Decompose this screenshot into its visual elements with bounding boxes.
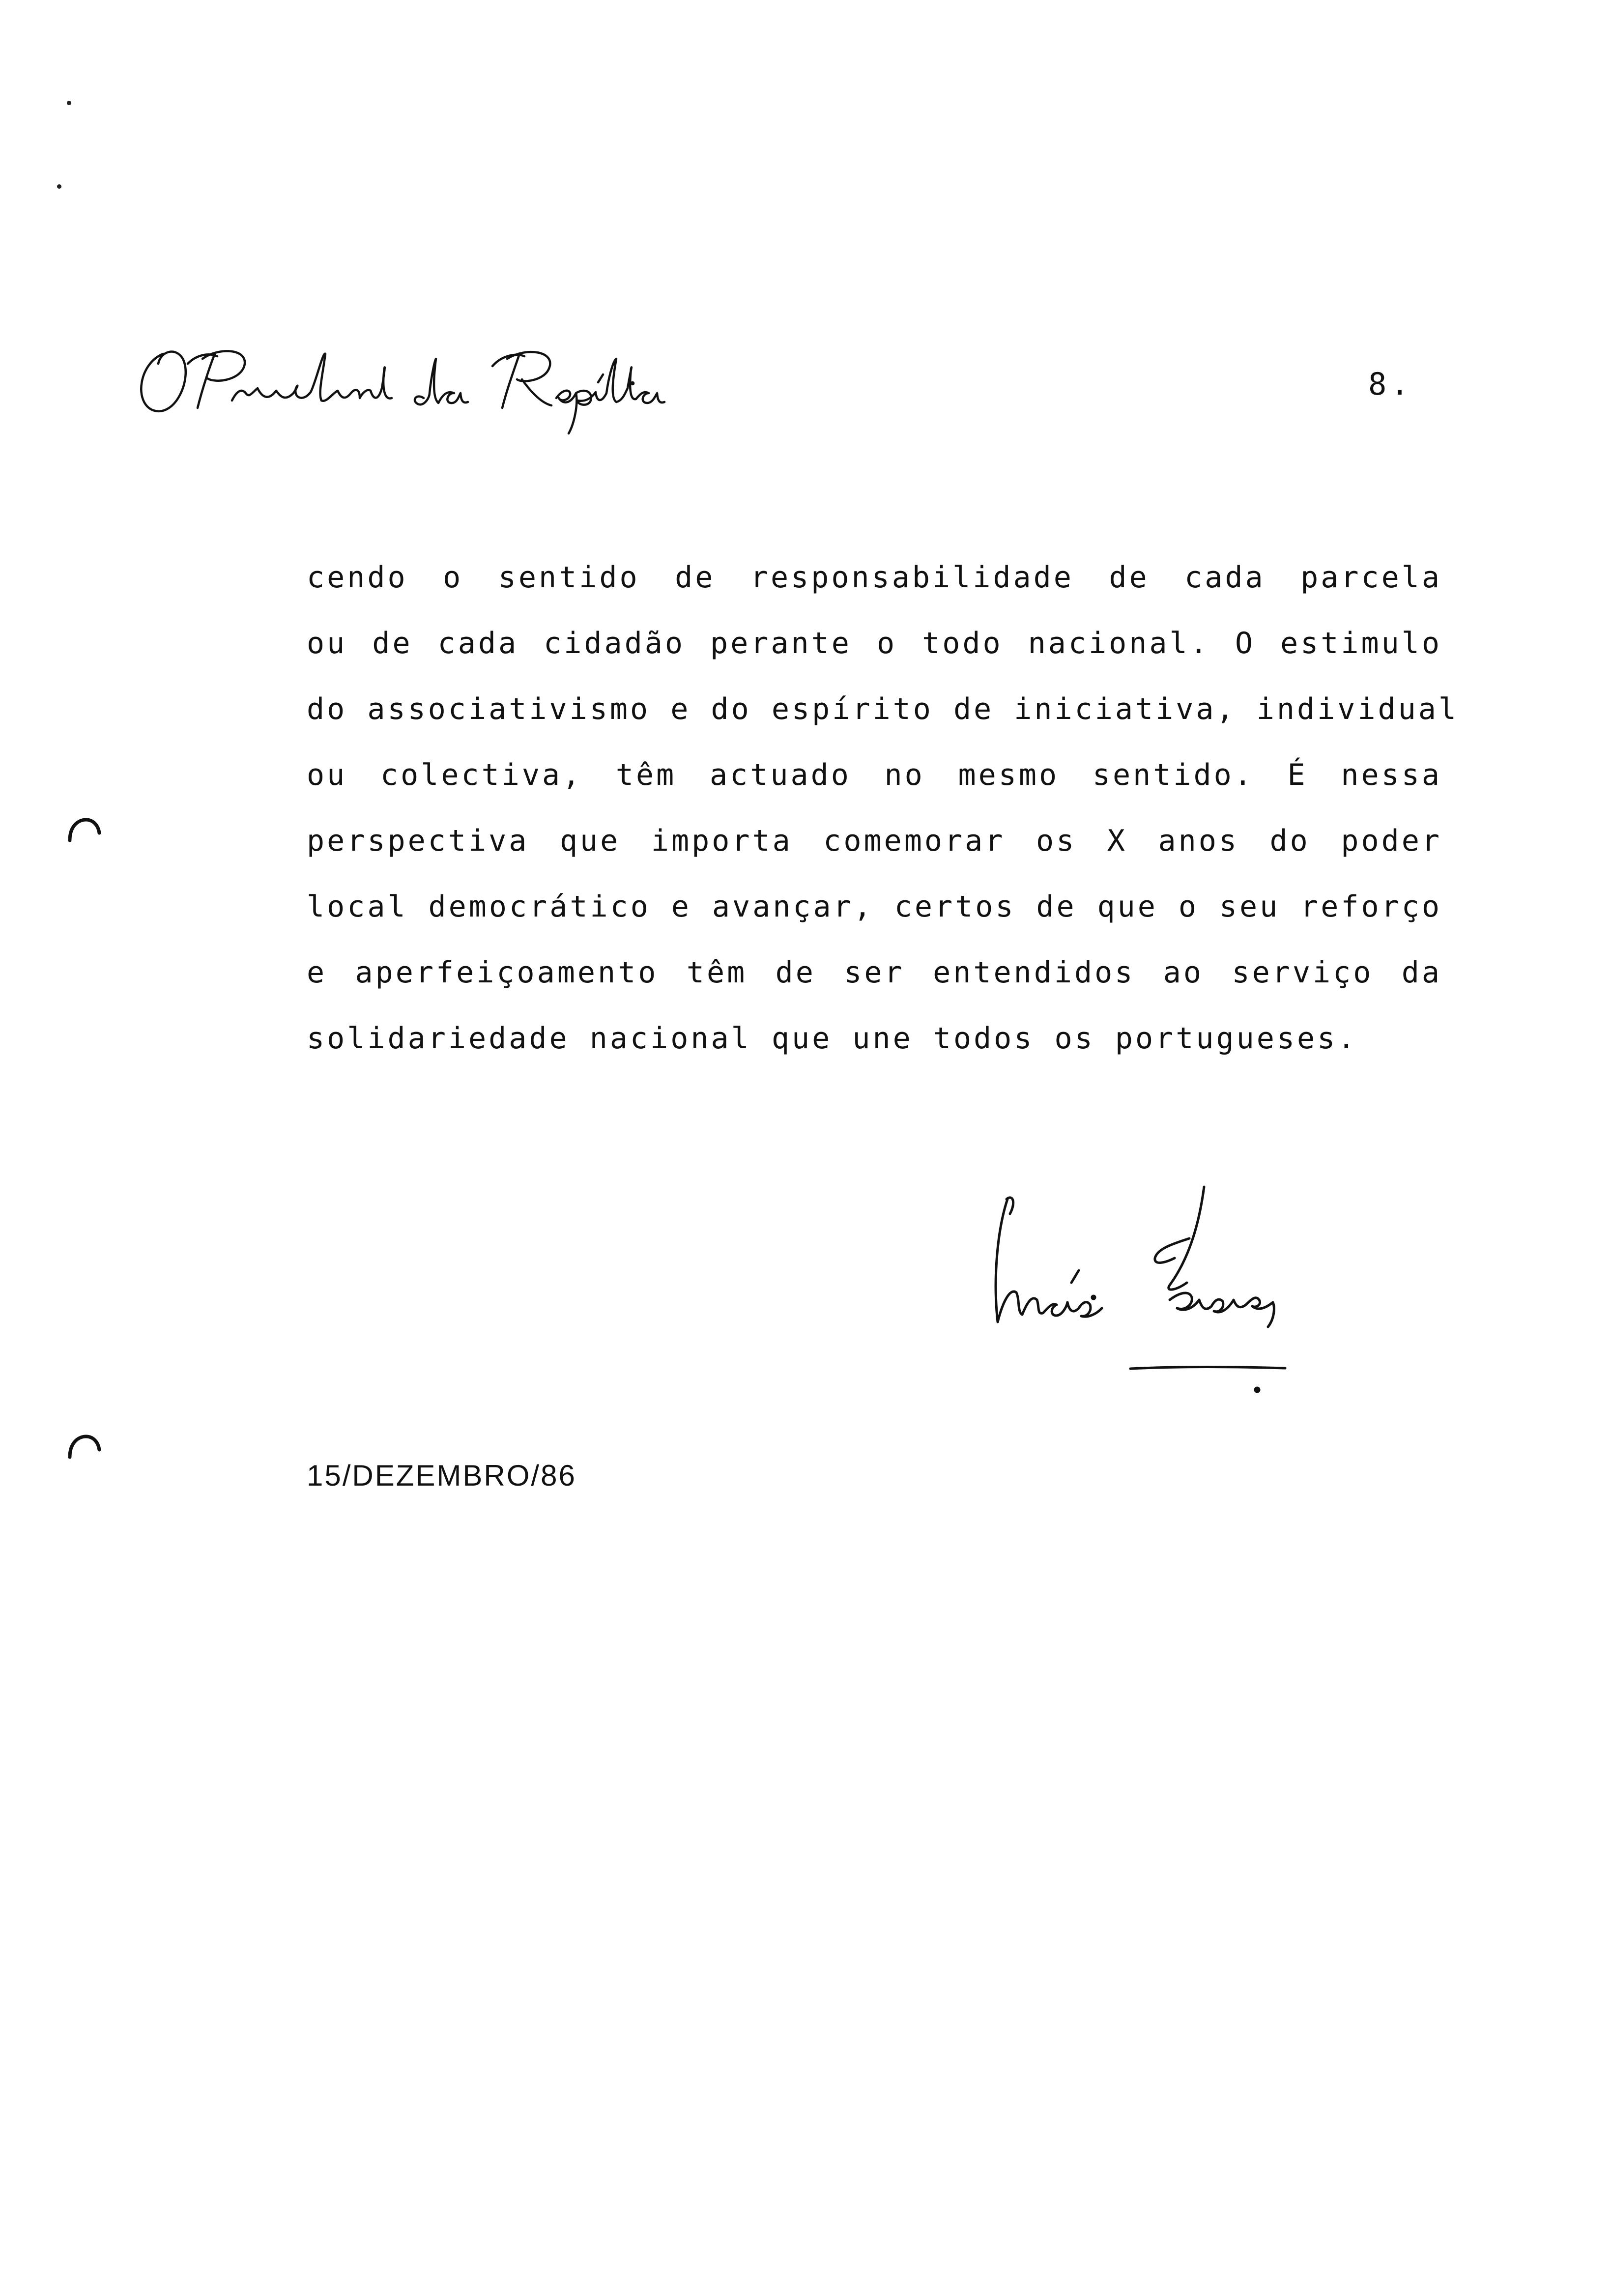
punch-hole-mark bbox=[64, 1428, 103, 1467]
body-line: ou colectiva, têm actuado no mesmo sentido. É nessa bbox=[307, 758, 1442, 792]
body-line: solidariedade nacional que une todos os portugueses. bbox=[307, 1021, 1358, 1056]
page-number: 8. bbox=[1368, 366, 1413, 402]
document-date: 15/DEZEMBRO/86 bbox=[307, 1459, 576, 1492]
body-line: do associativismo e do espírito de iniciativa, individual bbox=[307, 692, 1459, 726]
body-line: e aperfeiçoamento têm de ser entendidos ao serviço da bbox=[307, 955, 1442, 990]
body-line: local democrático e avançar, certos de que o seu reforço bbox=[307, 890, 1442, 924]
body-line: cendo o sentido de responsabilidade de cada parcela bbox=[307, 560, 1442, 595]
punch-hole-mark bbox=[64, 811, 103, 850]
scan-speck bbox=[67, 101, 71, 105]
scan-speck bbox=[57, 184, 61, 189]
signature bbox=[958, 1179, 1352, 1415]
body-line: ou de cada cidadão perante o todo nacional. O estimulo bbox=[307, 626, 1442, 660]
letterhead-script bbox=[129, 319, 669, 437]
body-paragraph bbox=[307, 545, 1459, 1071]
body-line: perspectiva que importa comemorar os X anos do poder bbox=[307, 824, 1442, 858]
